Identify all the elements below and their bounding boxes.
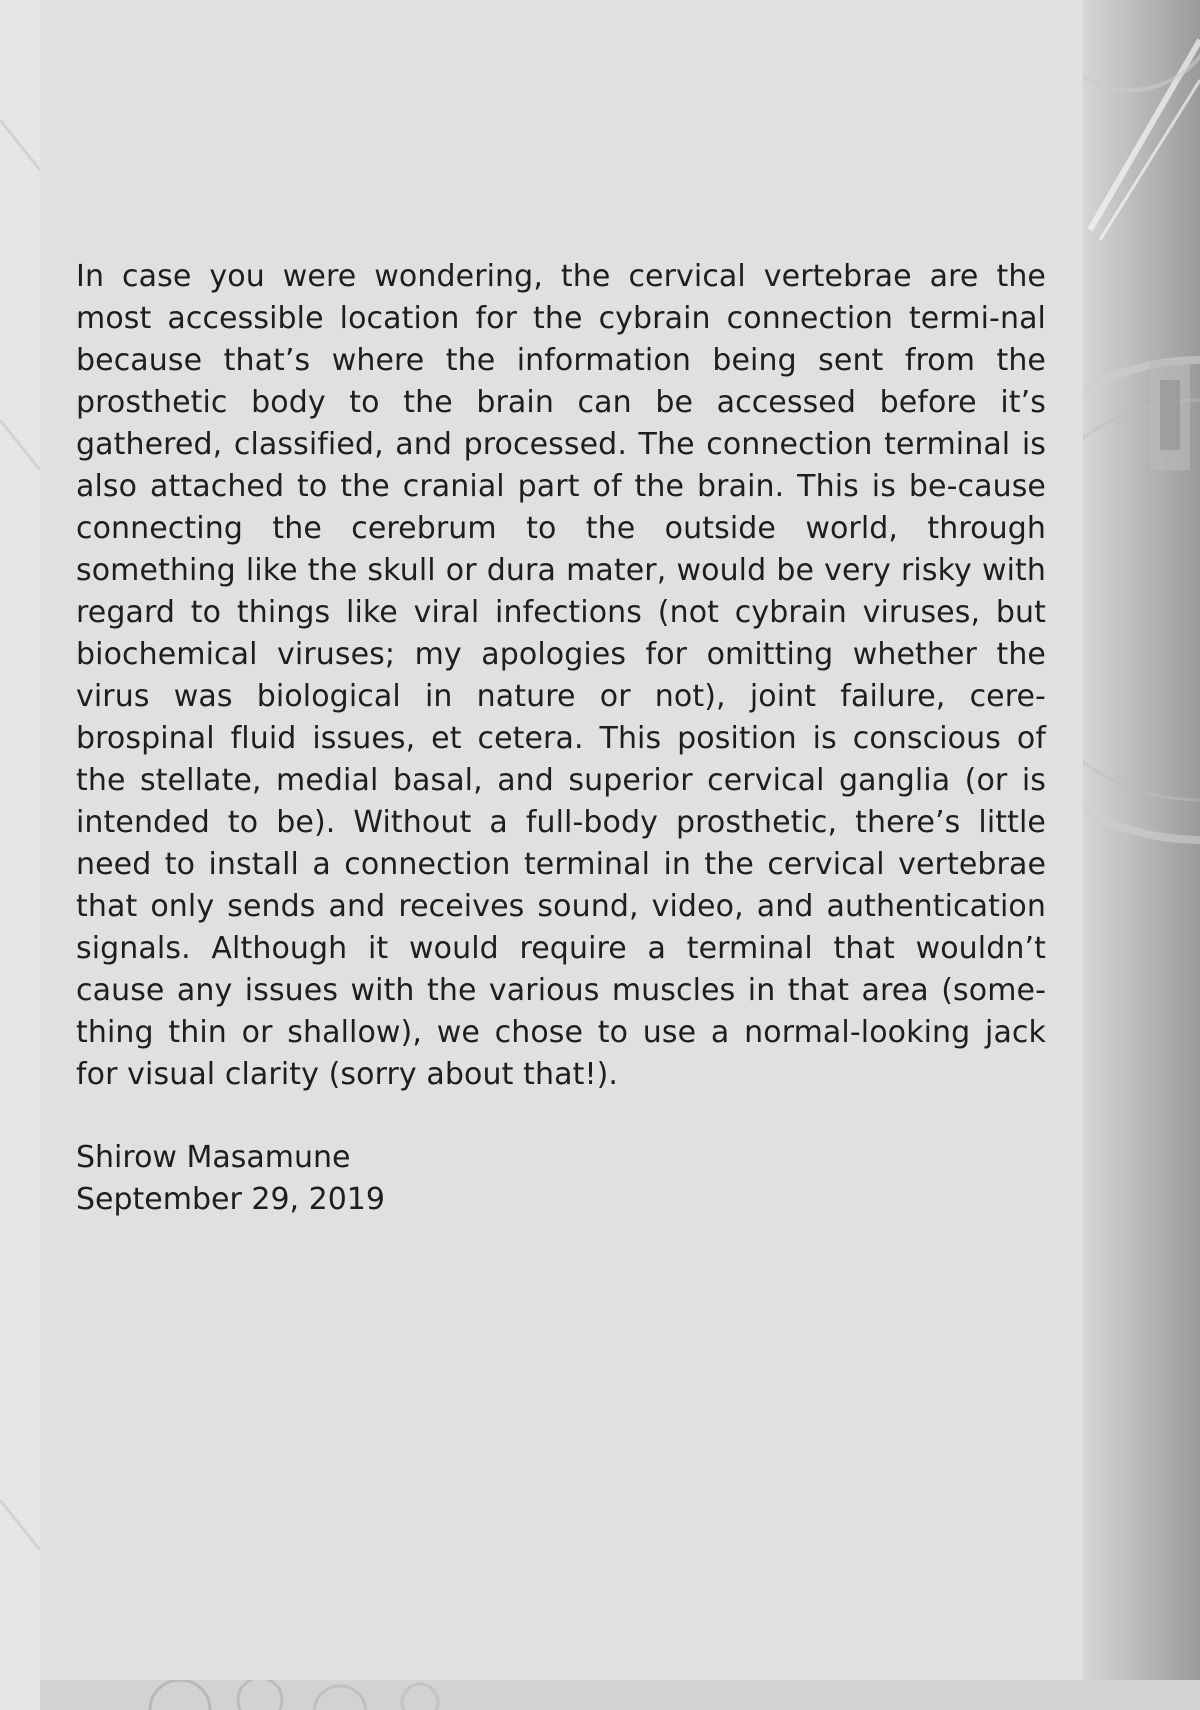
text-panel <box>40 0 1083 1680</box>
afterword-paragraph: In case you were wondering, the cervical vertebrae are the most accessible location for the cybrain connection termi-nal because that’s where the information being sent from the prosthetic body to the brain can be accessed before it’s gathered, classified, and processed. The connection terminal is also attached to the cranial part of the brain. This is be-cause connecting the cerebrum to the outside world, through something like the skull or dura mater, would be very risky with regard to things like viral infections (not cybrain viruses, but biochemical viruses; my apologies for omitting whether the virus was biological in nature or not), joint failure, cere-brospinal fluid issues, et cetera. This position is conscious of the stellate, medial basal, and superior cervical ganglia (or is intended to be). Without a full-body prosthetic, there’s little need to install a connection terminal in the cervical vertebrae that only sends and receives sound, video, and authentication signals. Although it would require a terminal that wouldn’t cause any issues with the various muscles in that area (some-thing thin or shallow), we chose to use a normal-looking jack for visual clarity (sorry about that!). <box>76 259 1046 1092</box>
afterword-body <box>76 256 1046 1096</box>
author-name: Shirow Masamune <box>76 1140 351 1175</box>
signature-date: September 29, 2019 <box>76 1182 385 1217</box>
signature-block <box>76 1137 385 1221</box>
